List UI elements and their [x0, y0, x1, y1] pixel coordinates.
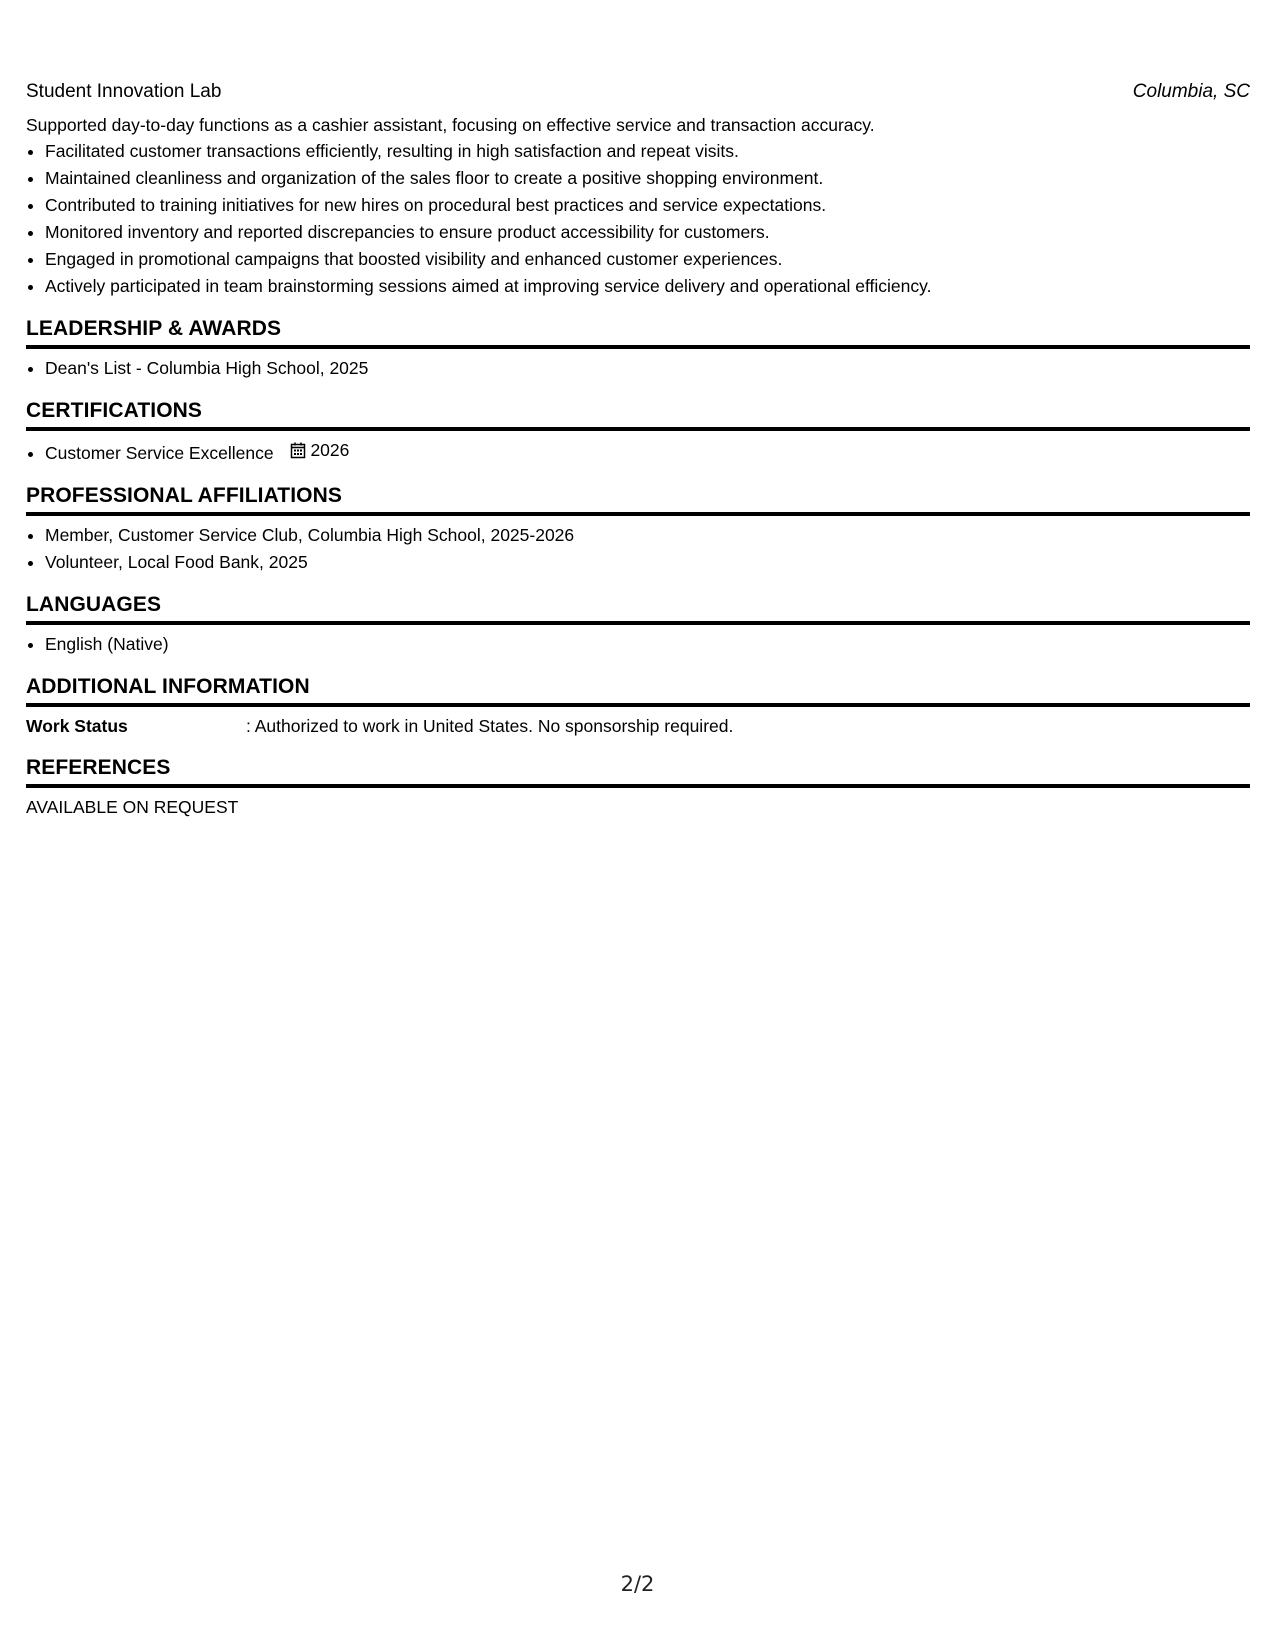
list-item: • Monitored inventory and reported discrepancies to ensure product accessibility for customers.	[45, 219, 1250, 246]
section-heading: LANGUAGES	[26, 590, 1250, 625]
list-item: • English (Native)	[45, 631, 1250, 658]
resume-page	[26, 78, 1250, 820]
list-item: • Volunteer, Local Food Bank, 2025	[45, 549, 1250, 576]
references-text: AVAILABLE ON REQUEST	[26, 797, 239, 817]
work-status-label: Work Status	[26, 716, 128, 736]
list-item: • Member, Customer Service Club, Columbia High School, 2025-2026	[45, 522, 1250, 549]
certifications-section	[26, 396, 1250, 467]
list-item	[45, 437, 1250, 467]
list-item: • Engaged in promotional campaigns that boosted visibility and enhanced customer experiences.	[45, 246, 1250, 273]
organization-name: Student Innovation Lab	[26, 81, 222, 102]
page-number: 2/2	[620, 1572, 655, 1596]
leadership-list	[26, 355, 1250, 382]
certification-date	[290, 437, 349, 464]
additional-info-section	[26, 672, 1250, 739]
section-heading: ADDITIONAL INFORMATION	[26, 672, 1250, 707]
languages-section	[26, 590, 1250, 658]
work-status-value: : Authorized to work in United States. No sponsorship required.	[246, 716, 734, 736]
languages-list	[26, 631, 1250, 658]
work-status-row	[26, 713, 1250, 739]
certifications-list	[26, 437, 1250, 467]
section-heading: LEADERSHIP & AWARDS	[26, 314, 1250, 349]
list-item: • Contributed to training initiatives for new hires on procedural best practices and service expectations.	[45, 192, 1250, 219]
list-item: • Dean's List - Columbia High School, 2025	[45, 355, 1250, 382]
experience-summary: Supported day-to-day functions as a cashier assistant, focusing on effective service and transaction accuracy.	[26, 115, 875, 135]
section-heading: CERTIFICATIONS	[26, 396, 1250, 431]
list-item: • Actively participated in team brainstorming sessions aimed at improving service delivery and operational efficiency.	[45, 273, 1250, 300]
certification-name: Customer Service Excellence	[45, 443, 274, 463]
calendar-icon	[290, 442, 306, 459]
section-heading: REFERENCES	[26, 753, 1250, 788]
organization-location: Columbia, SC	[1132, 81, 1250, 102]
leadership-section	[26, 314, 1250, 382]
references-section	[26, 753, 1250, 820]
list-item: • Maintained cleanliness and organization of the sales floor to create a positive shopping environment.	[45, 165, 1250, 192]
experience-bullets	[26, 138, 1250, 300]
affiliations-list	[26, 522, 1250, 576]
list-item: • Facilitated customer transactions efficiently, resulting in high satisfaction and repeat visits.	[45, 138, 1250, 165]
section-heading: PROFESSIONAL AFFILIATIONS	[26, 481, 1250, 516]
experience-header	[26, 78, 1250, 106]
affiliations-section	[26, 481, 1250, 576]
certification-year: 2026	[310, 440, 350, 460]
